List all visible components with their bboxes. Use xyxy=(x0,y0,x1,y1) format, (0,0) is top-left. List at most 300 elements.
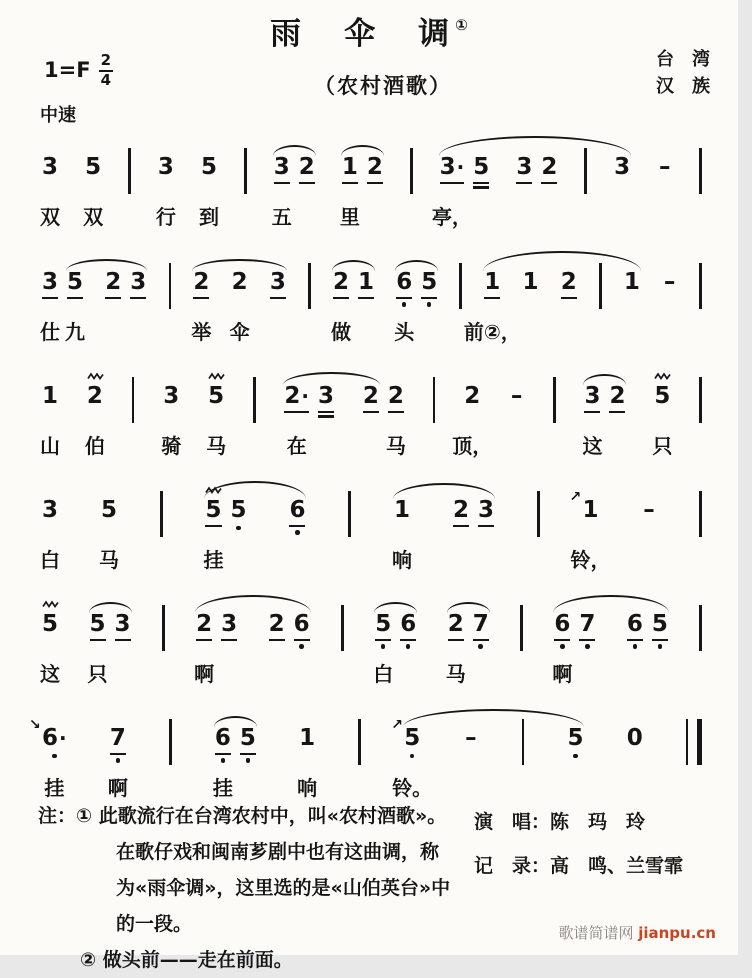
note-value xyxy=(624,271,640,294)
duration-underline xyxy=(358,297,374,299)
digit: 5 xyxy=(651,611,668,637)
lyric: 挂 xyxy=(203,548,224,572)
lyric: 马 xyxy=(206,434,227,458)
note-group xyxy=(627,727,643,750)
note-digit xyxy=(541,156,557,184)
note-value xyxy=(274,156,290,179)
note-value xyxy=(42,613,58,636)
slur xyxy=(283,372,380,385)
low-octave-dot xyxy=(410,754,415,759)
note-digit xyxy=(363,385,379,413)
note-group xyxy=(107,725,128,800)
duration-underline xyxy=(115,639,131,641)
note-value xyxy=(473,613,489,636)
duration-underline xyxy=(440,182,465,184)
note-group xyxy=(40,154,60,229)
note-value xyxy=(42,727,67,750)
lyric: 这 xyxy=(40,662,60,686)
note-group xyxy=(105,271,146,299)
digit: 2 xyxy=(231,269,248,295)
note-value xyxy=(484,271,500,294)
digit: – xyxy=(643,497,655,523)
duration-underline xyxy=(609,411,625,413)
lyric: 里 xyxy=(339,205,360,229)
note-digit xyxy=(478,499,494,527)
low-octave-dot xyxy=(221,758,226,763)
lyric: 九 xyxy=(65,320,86,344)
note-value xyxy=(269,613,285,636)
slide-up-icon: ↗ xyxy=(569,489,582,505)
note-group xyxy=(431,154,490,229)
duration-underline xyxy=(554,639,570,641)
duration-underline xyxy=(110,753,126,755)
low-octave-dot xyxy=(402,302,407,307)
digit: 6 xyxy=(396,269,413,295)
music-line-5 xyxy=(42,583,702,687)
note-value xyxy=(42,385,58,408)
digit: 5 xyxy=(42,611,59,637)
digit: 1 xyxy=(623,269,640,295)
note-digit xyxy=(83,154,104,229)
lyric: 骑 xyxy=(161,434,182,458)
barline xyxy=(699,148,702,194)
duration-underline xyxy=(221,639,237,641)
note-digit xyxy=(231,499,247,530)
duration-underline xyxy=(215,753,231,755)
duration-underline xyxy=(196,639,212,641)
note-group xyxy=(191,269,212,344)
note-digit xyxy=(473,613,489,649)
note-digit xyxy=(206,383,227,458)
lyric: 双 xyxy=(83,205,104,229)
footnote-label: 注： xyxy=(38,805,77,827)
note-digit xyxy=(339,154,360,229)
footnote-1-text: 此歌流行在台湾农村中，叫«农村酒歌»。在歌仔戏和闽南芗剧中也有这曲调，称为«雨伞调»，这里选的是«山伯英台»中的一段。 xyxy=(98,805,451,935)
digit: 1 xyxy=(582,497,599,523)
note-digit xyxy=(98,497,119,572)
note-digit xyxy=(107,725,128,800)
barline xyxy=(160,491,163,537)
note-group xyxy=(509,385,524,408)
duration-underline xyxy=(388,411,404,413)
lyric: 头 xyxy=(394,320,415,344)
digit: 1 xyxy=(522,269,539,295)
note-value xyxy=(333,271,349,294)
duration-underline xyxy=(270,297,286,299)
note-value xyxy=(375,613,391,636)
duration-dash xyxy=(657,156,672,179)
digit: 2 xyxy=(366,154,383,180)
digit: – xyxy=(510,383,523,409)
digit: 1 xyxy=(357,269,374,295)
lyric: 做 xyxy=(330,320,351,344)
low-octave-dot xyxy=(658,644,663,649)
note-digit xyxy=(84,383,105,458)
note-digit xyxy=(65,269,86,344)
lyric: 举 xyxy=(191,320,212,344)
duration-underline xyxy=(269,639,285,641)
note-value xyxy=(358,271,374,294)
tremolo-icon xyxy=(654,372,672,380)
note-value xyxy=(421,271,437,294)
slide-up-icon: ↗ xyxy=(391,717,403,733)
note-digit xyxy=(161,383,182,458)
low-octave-dot xyxy=(299,644,304,649)
digit: 3 xyxy=(614,154,631,180)
note-value xyxy=(643,499,655,522)
lyric: 马 xyxy=(445,662,466,686)
digit: 3 xyxy=(477,497,494,523)
note-group xyxy=(614,156,630,179)
barline xyxy=(537,491,540,537)
note-value xyxy=(205,499,221,522)
music-line-1 xyxy=(42,126,702,230)
note-digit xyxy=(87,611,108,686)
barline xyxy=(348,491,351,537)
note-group xyxy=(453,499,494,527)
lyric: 啊 xyxy=(194,662,215,686)
low-octave-dot xyxy=(573,754,578,759)
note-value xyxy=(299,727,315,750)
note-value xyxy=(208,385,224,408)
note-group xyxy=(194,611,238,686)
slur xyxy=(192,259,287,271)
barline xyxy=(553,377,556,423)
digit: 6 xyxy=(214,725,231,751)
lyric: 白 xyxy=(40,548,60,572)
lyric: 挂 xyxy=(44,776,65,800)
note-digit xyxy=(614,156,630,179)
barline xyxy=(169,719,172,765)
duration-dash xyxy=(641,499,656,522)
low-octave-dot xyxy=(585,644,590,649)
digit: 2 xyxy=(452,497,469,523)
note-value xyxy=(201,156,217,179)
duration-underline xyxy=(318,415,334,417)
note-group xyxy=(652,383,673,458)
note-value xyxy=(367,156,383,179)
note-digit xyxy=(299,156,315,184)
note-group xyxy=(561,271,577,299)
duration-underline xyxy=(294,639,310,641)
note-value xyxy=(163,385,179,408)
note-digit xyxy=(391,717,433,800)
note-group xyxy=(40,383,60,458)
note-digit xyxy=(240,727,256,763)
footnote-item-2 xyxy=(38,942,458,978)
duration-underline xyxy=(400,639,416,641)
digit: 3 xyxy=(516,154,533,180)
low-octave-dot xyxy=(52,754,57,759)
note-digit xyxy=(212,725,233,800)
note-value xyxy=(448,613,464,636)
note-digit xyxy=(561,271,577,299)
duration-underline xyxy=(579,639,595,641)
time-signature-denominator: 4 xyxy=(100,70,111,89)
barline xyxy=(459,263,462,309)
duration-underline xyxy=(584,411,600,413)
duration-underline xyxy=(342,182,358,184)
note-value xyxy=(240,727,256,750)
credit-recorder: 记 录：高 鸣、兰雪霏 xyxy=(474,855,684,877)
digit: 6 xyxy=(42,725,59,751)
note-value xyxy=(659,156,671,179)
note-group xyxy=(83,154,104,229)
digit: 3 xyxy=(157,154,174,180)
digit: 2 xyxy=(541,154,558,180)
low-octave-dot xyxy=(478,644,483,649)
barline xyxy=(520,605,523,651)
note-group xyxy=(98,497,119,572)
footnote-2-text: 做头前——走在前面。 xyxy=(102,949,293,971)
note-group xyxy=(452,383,493,458)
note-value xyxy=(473,156,489,179)
music-line-2 xyxy=(42,241,702,345)
lyric: 只 xyxy=(652,434,673,458)
final-barline xyxy=(686,719,702,765)
key-text: 1=F xyxy=(44,58,91,82)
slur xyxy=(214,716,257,727)
digit: 5 xyxy=(375,611,392,637)
note-digit xyxy=(516,156,532,184)
low-octave-dot xyxy=(116,758,121,763)
slur xyxy=(374,602,417,613)
duration-underline xyxy=(421,297,437,299)
digit: 3 xyxy=(130,269,147,295)
note-value xyxy=(196,613,212,636)
note-value xyxy=(654,385,670,408)
music-line-3 xyxy=(42,355,702,459)
title-text: 雨 伞 调 xyxy=(270,16,456,52)
lyric: 响 xyxy=(391,548,412,572)
barline xyxy=(169,263,172,309)
digit: 1 xyxy=(341,154,358,180)
note-digit xyxy=(155,154,176,229)
slur xyxy=(553,595,669,613)
digit: 2 xyxy=(193,269,210,295)
duration-underline xyxy=(333,297,349,299)
tempo-label: 中速 xyxy=(40,105,76,126)
note-value xyxy=(115,613,131,636)
duration-underline xyxy=(453,525,469,527)
lyric: 双 xyxy=(40,205,60,229)
duration-underline xyxy=(473,186,489,188)
note-digit xyxy=(421,271,437,307)
lyric: 仕 xyxy=(40,320,60,344)
note-group xyxy=(627,613,668,649)
digit: 3 xyxy=(42,497,59,523)
digit: 5 xyxy=(421,269,438,295)
note-digit xyxy=(473,156,489,189)
note-group xyxy=(270,271,286,299)
note-group xyxy=(391,717,433,800)
barline xyxy=(699,377,702,423)
title-footnote-mark: ① xyxy=(455,16,468,34)
note-digit xyxy=(330,269,351,344)
lyric: 铃， xyxy=(570,548,611,572)
slur xyxy=(66,259,147,271)
note-value xyxy=(105,271,121,294)
note-value xyxy=(110,727,126,750)
note-value xyxy=(42,499,58,522)
note-group xyxy=(523,271,539,294)
note-value xyxy=(453,499,469,522)
note-group xyxy=(657,156,672,179)
barline xyxy=(244,148,247,194)
digit: 2 xyxy=(284,383,301,409)
digit: 5 xyxy=(567,725,584,751)
duration-underline xyxy=(473,639,489,641)
lyric: 马 xyxy=(385,434,406,458)
note-digit xyxy=(40,611,60,686)
note-digit xyxy=(221,613,237,641)
note-group xyxy=(516,156,557,184)
lyric: 山 xyxy=(40,434,60,458)
slur xyxy=(204,481,306,499)
note-group xyxy=(206,383,227,458)
digit: 2 xyxy=(105,269,122,295)
duration-dash xyxy=(463,727,478,750)
note-value xyxy=(584,385,600,408)
slur xyxy=(393,483,495,499)
note-group xyxy=(569,489,611,572)
duration-underline xyxy=(130,297,146,299)
lyric: 在 xyxy=(286,434,307,458)
note-value xyxy=(193,271,209,294)
digit: 1 xyxy=(484,269,501,295)
digit: 3 xyxy=(221,611,238,637)
note-digit xyxy=(229,269,250,344)
watermark-site: 歌谱简谱网 xyxy=(558,924,639,942)
duration-underline xyxy=(363,411,379,413)
slur xyxy=(403,709,584,727)
note-group xyxy=(198,154,219,229)
note-value xyxy=(404,727,420,750)
time-signature-numerator: 2 xyxy=(99,52,113,72)
note-digit xyxy=(579,613,595,649)
duration-underline xyxy=(561,297,577,299)
note-digit xyxy=(289,499,305,535)
note-value xyxy=(87,385,103,408)
note-value xyxy=(516,156,532,179)
note-value xyxy=(299,156,315,179)
note-group xyxy=(624,271,640,294)
note-group xyxy=(330,269,374,344)
slur xyxy=(195,595,311,613)
note-digit xyxy=(652,383,673,458)
note-value xyxy=(652,613,668,636)
note-group xyxy=(212,725,256,800)
footnotes xyxy=(38,798,458,978)
duration-underline xyxy=(318,411,334,413)
lyric: 啊 xyxy=(552,662,573,686)
note-value xyxy=(627,613,643,636)
note-value xyxy=(101,499,117,522)
note-value xyxy=(561,271,577,294)
digit: 2 xyxy=(362,383,379,409)
note-group xyxy=(373,611,417,686)
lyric: 铃。 xyxy=(392,776,433,800)
note-value xyxy=(609,385,625,408)
duration-underline xyxy=(627,639,643,641)
duration-underline xyxy=(375,639,391,641)
lyric: 行 xyxy=(155,205,176,229)
note-digit xyxy=(198,154,219,229)
note-value xyxy=(465,727,477,750)
duration-underline xyxy=(284,411,309,413)
augmentation-dot: · xyxy=(456,155,465,179)
digit: 2 xyxy=(196,611,213,637)
note-value xyxy=(396,271,412,294)
note-value xyxy=(664,271,676,294)
note-digit xyxy=(318,385,334,418)
note-digit xyxy=(40,383,60,458)
note-digit xyxy=(115,613,131,641)
note-digit xyxy=(652,613,668,649)
note-group xyxy=(567,727,583,758)
duration-underline xyxy=(289,525,305,527)
barline xyxy=(253,377,256,423)
note-digit xyxy=(582,383,603,458)
digit: 3 xyxy=(42,269,59,295)
note-value xyxy=(90,613,106,636)
low-octave-dot xyxy=(381,644,386,649)
note-group xyxy=(463,269,521,344)
note-value xyxy=(158,156,174,179)
note-group xyxy=(284,383,335,458)
credit-singer: 演 唱：陈 玛 玲 xyxy=(474,811,646,833)
note-group xyxy=(339,154,383,229)
duration-underline xyxy=(299,182,315,184)
note-value xyxy=(567,727,583,750)
duration-underline xyxy=(484,297,500,299)
note-digit xyxy=(552,611,573,686)
tremolo-icon xyxy=(42,600,60,608)
note-group xyxy=(463,727,478,750)
digit: 2 xyxy=(464,383,481,409)
note-value xyxy=(289,499,305,522)
note-digit xyxy=(130,271,146,299)
music-line-4 xyxy=(42,469,702,573)
note-digit xyxy=(463,269,521,344)
note-value xyxy=(270,271,286,294)
lyric: 亭， xyxy=(431,205,472,229)
low-octave-dot xyxy=(246,758,251,763)
note-value xyxy=(523,271,539,294)
duration-dash xyxy=(509,385,524,408)
slur xyxy=(89,602,132,613)
watermark-link[interactable]: jianpu.cn xyxy=(638,924,716,942)
digit: 7 xyxy=(579,611,596,637)
note-digit xyxy=(373,611,394,686)
slur xyxy=(483,251,641,271)
augmentation-dot: · xyxy=(301,384,310,408)
lyric: 马 xyxy=(98,548,119,572)
note-value xyxy=(215,727,231,750)
digit: 2 xyxy=(86,383,103,409)
note-value xyxy=(342,156,358,179)
digit: 3 xyxy=(584,383,601,409)
note-value xyxy=(294,613,310,636)
digit: 2 xyxy=(560,269,577,295)
note-value xyxy=(478,499,494,522)
note-group xyxy=(552,611,596,686)
note-digit xyxy=(29,717,67,800)
note-digit xyxy=(609,385,625,413)
digit: 5 xyxy=(473,154,490,180)
note-group xyxy=(203,497,247,572)
tremolo-icon xyxy=(87,372,105,380)
